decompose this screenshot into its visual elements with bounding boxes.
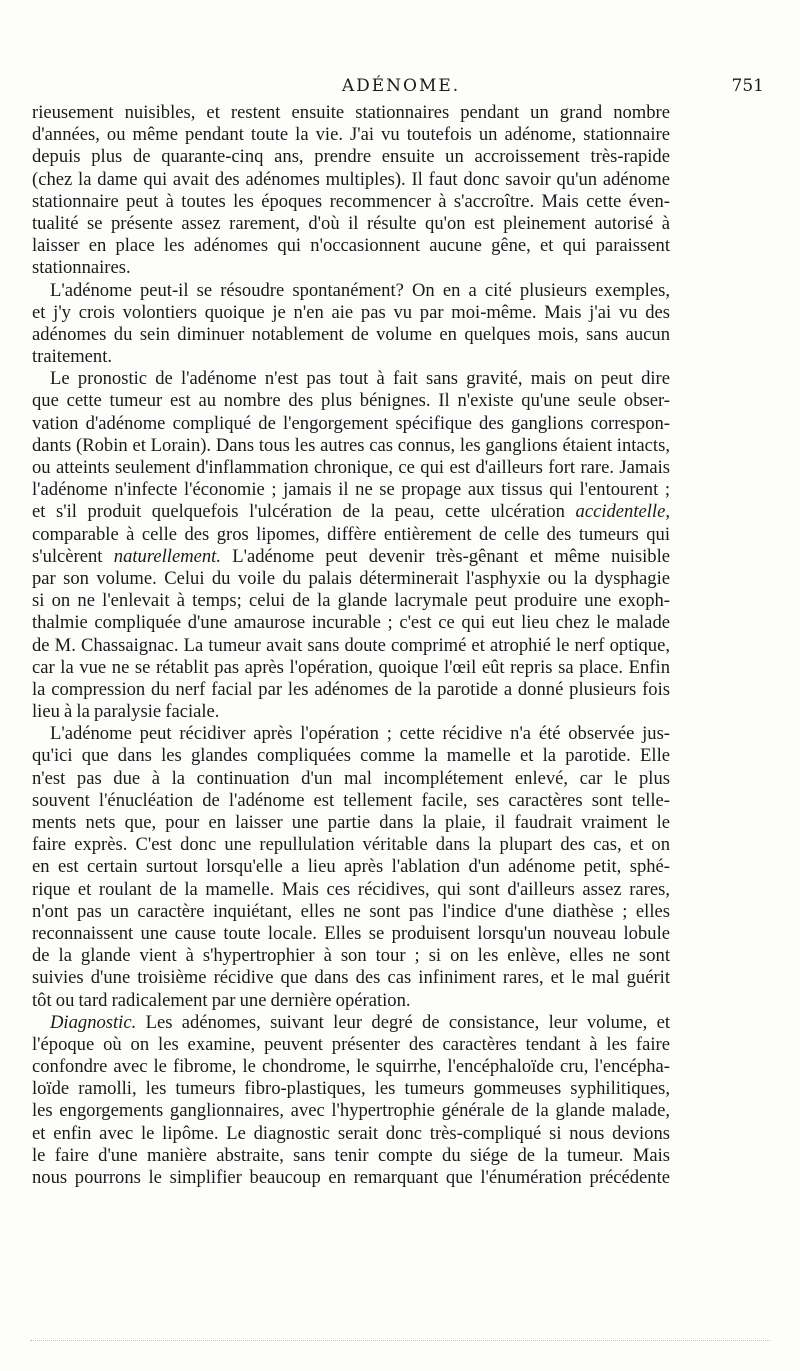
text-line: le faire d'une manière abstraite, sans tenir compte du siége de la tumeur. Mais — [32, 1144, 670, 1166]
text-line: traitement. — [32, 346, 113, 368]
text-line: de la glande vient à s'hypertrophier à son tour ; si on les enlève, elles ne sont — [32, 945, 670, 967]
text-line: nous pourrons le simplifier beaucoup en remarquant que l'énumération précédente — [32, 1167, 670, 1188]
text-line: et s'il produit quelquefois l'ulcération de la peau, cette ulcération accidentelle, — [32, 501, 670, 523]
text-line: la compression du nerf facial par les adénomes de la parotide a donné plusieurs fois — [32, 678, 670, 700]
text-line: que cette tumeur est au nombre des plus bénignes. Il n'existe qu'une seule obser- — [32, 390, 670, 412]
text-line: (chez la dame qui avait des adénomes multiples). Il faut donc savoir qu'un adénome — [32, 168, 670, 190]
page-header — [32, 76, 770, 102]
text-line: depuis plus de quarante-cinq ans, prendre ensuite un accroissement très-rapide — [32, 146, 670, 168]
text-line: laisser en place les adénomes qui n'occasionnent aucune gêne, et qui paraissent — [32, 235, 670, 257]
text-line: l'époque où on les examine, peuvent présenter des caractères tendant à les faire — [32, 1033, 670, 1055]
text-line: souvent l'énucléation de l'adénome est tellement facile, ses caractères sont telle- — [32, 789, 670, 811]
text-line: tualité se présente assez rarement, d'où il résulte qu'on est pleinement autorisé à — [32, 212, 670, 234]
text-line: confondre avec le fibrome, le chondrome, le squirrhe, l'encéphaloïde cru, l'encépha- — [32, 1056, 670, 1078]
text-line: Le pronostic de l'adénome n'est pas tout à fait sans gravité, mais on peut dire — [50, 368, 670, 390]
text-line: n'est pas due à la continuation d'un mal incomplétement enlevé, car le plus — [32, 767, 670, 789]
text-line: faire exprès. C'est donc une repullulation véritable dans la plupart des cas, et on — [32, 834, 670, 856]
text-line: L'adénome peut récidiver après l'opération ; cette récidive n'a été observée jus- — [50, 723, 670, 745]
text-line: n'ont pas un caractère inquiétant, elles ne sont pas l'indice d'une diathèse ; elles — [32, 900, 670, 922]
text-line: stationnaire peut à toutes les époques recommencer à s'accroître. Mais cette éven- — [32, 190, 670, 212]
text-line: par son volume. Celui du voile du palais déterminerait l'asphyxie ou la dysphagie — [32, 567, 670, 589]
text-line: les engorgements ganglionnaires, avec l'hypertrophie générale de la glande malade, — [32, 1100, 670, 1122]
running-title: ADÉNOME. — [341, 76, 461, 96]
text-line: ou atteints seulement d'inflammation chronique, ce qui est d'ailleurs fort rare. Jamais — [32, 457, 670, 478]
page-number: 751 — [731, 76, 764, 96]
text-line: dants (Robin et Lorain). Dans tous les autres cas connus, les ganglions étaient intacts, — [32, 434, 670, 456]
text-line: qu'ici que dans les glandes compliquées comme la mamelle et la parotide. Elle — [32, 745, 670, 767]
text-line: en est certain surtout lorsqu'elle a lieu après l'ablation d'un adénome petit, sphé- — [32, 856, 670, 878]
text-line: Diagnostic. Les adénomes, suivant leur degré de consistance, leur volume, et — [50, 1011, 670, 1033]
text-line: l'adénome n'infecte l'économie ; jamais il ne se propage aux tissus qui l'entourent ; — [32, 479, 670, 501]
text-line: rique et roulant de la mamelle. Mais ces récidives, qui sont d'ailleurs assez rares, — [32, 878, 670, 900]
text-line: adénomes du sein diminuer notablement de volume en quelques mois, sans aucun — [32, 323, 670, 345]
text-line: si on ne l'enlevait à temps; celui de la glande lacrymale peut produire une exoph- — [32, 590, 670, 612]
text-line: et j'y crois volontiers quoique je n'en aie pas vu par moi-même. Mais j'ai vu des — [32, 301, 670, 323]
text-line: L'adénome peut-il se résoudre spontanément? On en a cité plusieurs exemples, — [50, 279, 670, 301]
text-line: car la vue ne se rétablit pas après l'opération, quoique l'œil eût repris sa place. Enfin — [32, 656, 670, 678]
text-line: ments nets que, pour en laisser une partie dans la plaie, il faudrait vraiment le — [32, 812, 670, 833]
text-line: rieusement nuisibles, et restent ensuite stationnaires pendant un grand nombre — [32, 102, 670, 123]
text-line: et enfin avec le lipôme. Le diagnostic serait donc très-compliqué si nous devions — [32, 1122, 670, 1144]
text-line: tôt ou tard radicalement par une dernière opération. — [32, 989, 411, 1011]
text-line: stationnaires. — [32, 257, 131, 279]
body-text — [32, 102, 670, 1189]
text-line: reconnaissent une cause toute locale. Elles se produisent lorsqu'un nouveau lobule — [32, 922, 670, 944]
text-line: s'ulcèrent naturellement. L'adénome peut devenir très-gênant et même nuisible — [32, 545, 670, 567]
text-line: vation d'adénome compliqué de l'engorgement spécifique des ganglions correspon- — [32, 412, 670, 434]
text-line: comparable à celle des gros lipomes, diffère entièrement de celle des tumeurs qui — [32, 523, 670, 545]
text-line: suivies d'une troisième récidive que dans des cas infiniment rares, et le mal guérit — [32, 967, 670, 989]
text-line: loïde ramolli, les tumeurs fibro-plastiques, les tumeurs gommeuses syphilitiques, — [32, 1078, 670, 1100]
text-line: thalmie compliquée d'une amaurose incurable ; c'est ce qui eut lieu chez le malade — [32, 612, 670, 634]
page-bottom-dotted-rule — [30, 1340, 770, 1345]
text-line: de M. Chassaignac. La tumeur avait sans doute comprimé et atrophié le nerf optique, — [32, 634, 670, 656]
text-line: d'années, ou même pendant toute la vie. J'ai vu toutefois un adénome, stationnaire — [32, 124, 670, 146]
text-line: lieu à la paralysie faciale. — [32, 701, 220, 723]
